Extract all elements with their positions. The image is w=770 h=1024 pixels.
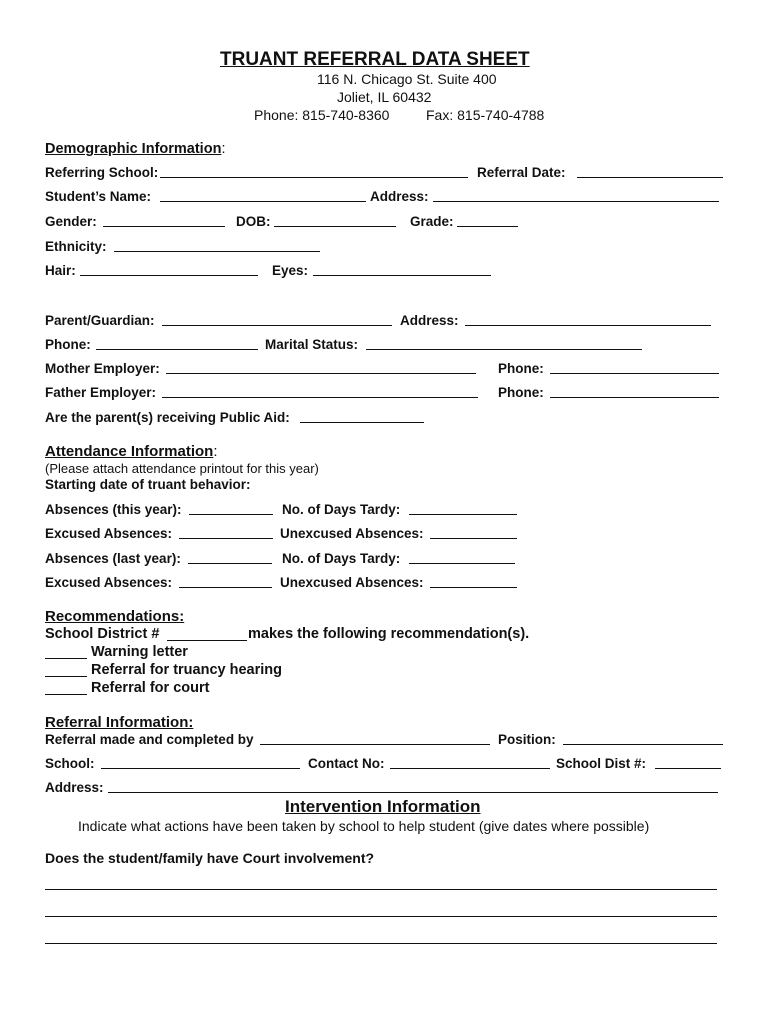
father-employer-field[interactable] (162, 397, 478, 398)
starting-date-label: Starting date of truant behavior: (45, 477, 251, 492)
unexcused-this-year-field[interactable] (430, 538, 517, 539)
referral-date-label: Referral Date: (477, 165, 566, 180)
marital-status-field[interactable] (366, 349, 642, 350)
contact-no-field[interactable] (390, 768, 550, 769)
address-line-1: 116 N. Chicago St. Suite 400 (317, 71, 497, 87)
excused-last-year-label: Excused Absences: (45, 575, 173, 590)
court-involvement-question: Does the student/family have Court involvement? (45, 850, 375, 866)
address-line-2: Joliet, IL 60432 (337, 89, 432, 105)
excused-last-year-field[interactable] (179, 587, 272, 588)
ethnicity-label: Ethnicity: (45, 239, 107, 254)
public-aid-label: Are the parent(s) receiving Public Aid: (45, 410, 290, 425)
unexcused-last-year-field[interactable] (430, 587, 517, 588)
unexcused-last-year-label: Unexcused Absences: (280, 575, 424, 590)
attendance-heading (45, 444, 218, 459)
court-referral-label: Referral for court (91, 680, 210, 696)
referring-school-field[interactable] (160, 177, 468, 178)
position-field[interactable] (563, 744, 723, 745)
referral-address-label: Address: (45, 780, 104, 795)
student-address-label: Address: (370, 189, 429, 204)
absences-this-year-label: Absences (this year): (45, 502, 182, 517)
students-name-label: Student’s Name: (45, 189, 152, 204)
contact-no-label: Contact No: (308, 756, 385, 771)
eyes-label: Eyes: (272, 263, 309, 278)
tardy-last-year-field[interactable] (409, 563, 515, 564)
parent-phone-field[interactable] (96, 349, 258, 350)
demographic-heading (45, 142, 225, 157)
gender-field[interactable] (103, 226, 225, 227)
demographic-heading-text: Demographic Information (45, 141, 222, 157)
referral-date-field[interactable] (577, 177, 723, 178)
school-district-prefix: School District # (45, 626, 160, 642)
tardy-last-year-label: No. of Days Tardy: (282, 551, 401, 566)
tardy-this-year-field[interactable] (409, 514, 517, 515)
absences-last-year-label: Absences (last year): (45, 551, 181, 566)
school-dist-field[interactable] (655, 768, 721, 769)
excused-this-year-label: Excused Absences: (45, 526, 173, 541)
hair-label: Hair: (45, 263, 76, 278)
dob-label: DOB: (236, 214, 271, 229)
father-phone-field[interactable] (550, 397, 719, 398)
school-district-suffix: makes the following recommendation(s). (248, 626, 530, 642)
marital-status-label: Marital Status: (265, 337, 359, 352)
referral-address-field[interactable] (108, 792, 718, 793)
referring-school-label: Referring School: (45, 165, 159, 180)
warning-letter-label: Warning letter (91, 644, 188, 660)
parent-guardian-label: Parent/Guardian: (45, 313, 155, 328)
court-answer-line-1[interactable] (45, 889, 717, 890)
referral-made-by-label: Referral made and completed by (45, 732, 254, 747)
court-referral-check[interactable] (45, 694, 87, 695)
parent-address-field[interactable] (465, 325, 711, 326)
parent-address-label: Address: (400, 313, 459, 328)
referral-heading: Referral Information: (45, 714, 194, 731)
position-label: Position: (498, 732, 556, 747)
student-address-field[interactable] (433, 201, 719, 202)
eyes-field[interactable] (313, 275, 491, 276)
mother-employer-label: Mother Employer: (45, 361, 160, 376)
school-dist-label: School Dist #: (556, 756, 647, 771)
parent-guardian-field[interactable] (162, 325, 392, 326)
court-answer-line-2[interactable] (45, 916, 717, 917)
grade-label: Grade: (410, 214, 454, 229)
referral-made-by-field[interactable] (260, 744, 490, 745)
demographic-heading-colon: : (221, 141, 226, 157)
students-name-field[interactable] (160, 201, 366, 202)
page-title: TRUANT REFERRAL DATA SHEET (220, 49, 530, 70)
mother-phone-label: Phone: (498, 361, 544, 376)
attendance-heading-text: Attendance Information (45, 443, 214, 460)
warning-letter-check[interactable] (45, 658, 87, 659)
truancy-hearing-label: Referral for truancy hearing (91, 662, 282, 678)
office-phone: Phone: 815-740-8360 (254, 107, 390, 123)
public-aid-field[interactable] (300, 422, 424, 423)
recommendations-heading: Recommendations: (45, 608, 185, 625)
mother-employer-field[interactable] (166, 373, 476, 374)
absences-last-year-field[interactable] (188, 563, 272, 564)
unexcused-this-year-label: Unexcused Absences: (280, 526, 424, 541)
parent-phone-label: Phone: (45, 337, 91, 352)
school-field[interactable] (101, 768, 300, 769)
truancy-hearing-check[interactable] (45, 676, 87, 677)
father-employer-label: Father Employer: (45, 385, 157, 400)
grade-field[interactable] (457, 226, 518, 227)
attendance-heading-colon: : (213, 443, 218, 460)
dob-field[interactable] (274, 226, 396, 227)
mother-phone-field[interactable] (550, 373, 719, 374)
school-district-field[interactable] (167, 640, 247, 641)
attendance-note: (Please attach attendance printout for this year) (45, 461, 319, 476)
ethnicity-field[interactable] (114, 251, 320, 252)
tardy-this-year-label: No. of Days Tardy: (282, 502, 401, 517)
gender-label: Gender: (45, 214, 97, 229)
father-phone-label: Phone: (498, 385, 544, 400)
hair-field[interactable] (80, 275, 258, 276)
intervention-heading: Intervention Information (285, 797, 481, 816)
intervention-instruction: Indicate what actions have been taken by school to help student (give dates where possible) (78, 818, 650, 834)
absences-this-year-field[interactable] (189, 514, 273, 515)
excused-this-year-field[interactable] (179, 538, 273, 539)
court-answer-line-3[interactable] (45, 943, 717, 944)
school-label: School: (45, 756, 95, 771)
office-fax: Fax: 815-740-4788 (426, 107, 545, 123)
